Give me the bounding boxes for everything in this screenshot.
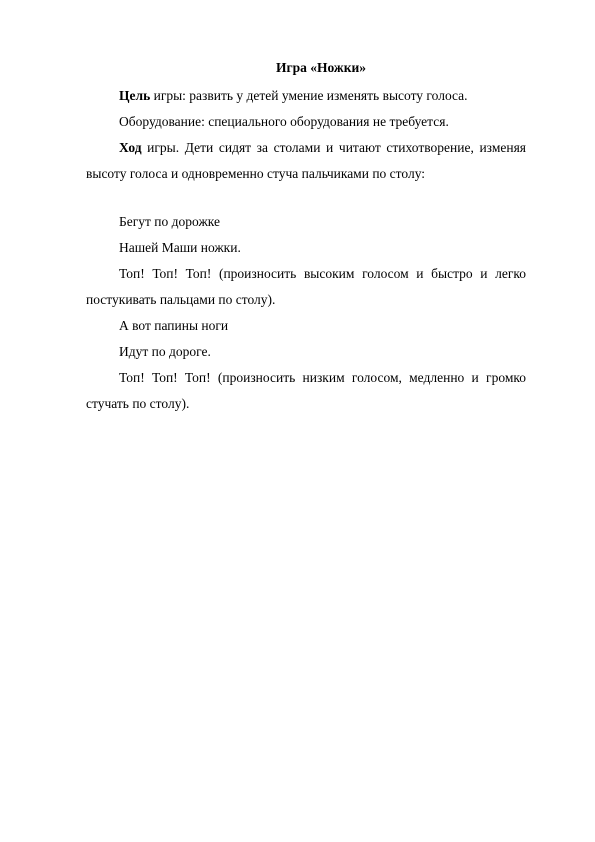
document-title: Игра «Ножки» (275, 60, 367, 75)
poem-line: Топ! Топ! Топ! (произносить высоким голосом и быстро и легко постукивать пальцами по столу). (86, 266, 526, 307)
document-content (86, 57, 526, 417)
equipment-paragraph: Оборудование: специального оборудования не требуется. (119, 114, 449, 129)
poem-line: А вот папины ноги (119, 318, 229, 333)
procedure-paragraph (86, 135, 526, 187)
procedure-text: игры. Дети сидят за столами и читают стихотворение, изменяя высоту голоса и одновременно стуча пальчиками по столу: (86, 140, 526, 181)
goal-paragraph (86, 83, 526, 109)
procedure-label: Ход (119, 140, 142, 155)
goal-text: игры: развить у детей умение изменять высоту голоса. (150, 88, 468, 103)
paragraph-gap (86, 187, 526, 209)
poem-line: Идут по дороге. (119, 344, 211, 359)
poem-line: Топ! Топ! Топ! (произносить низким голосом, медленно и громко стучать по столу). (86, 370, 526, 411)
goal-label: Цель (119, 88, 151, 103)
poem-line: Бегут по дорожке (119, 214, 220, 229)
poem-line: Нашей Маши ножки. (119, 240, 241, 255)
